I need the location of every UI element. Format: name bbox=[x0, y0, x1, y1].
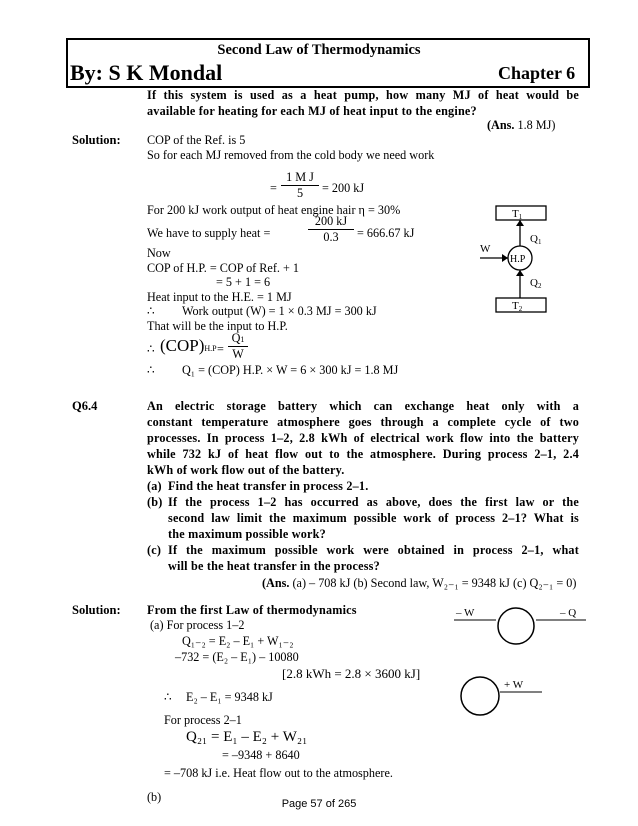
conversion-bracket: [2.8 kWh = 2.8 × 3600 kJ] bbox=[282, 666, 421, 681]
text-line: Work output (W) = 1 × 0.3 MJ = 300 kJ bbox=[182, 304, 377, 318]
therefore-symbol: ∴ bbox=[147, 304, 155, 318]
equation-line: Q₁₋₂ = E₂ – E₁ + W₁₋₂ bbox=[182, 634, 294, 648]
question-line: Find the heat transfer in process 2–1. bbox=[168, 479, 369, 493]
question-line: available for heating for each MJ of heat input to the engine? bbox=[147, 104, 477, 118]
fraction-numerator: 200 kJ bbox=[308, 214, 354, 230]
equation-result: = 666.67 kJ bbox=[357, 226, 415, 240]
equation-line: = –708 kJ i.e. Heat flow out to the atmosphere. bbox=[164, 766, 393, 780]
question-line: If this system is used as a heat pump, how many MJ of heat would be bbox=[147, 88, 579, 102]
subscript: 1 bbox=[240, 335, 245, 344]
equation-line: Q₂₁ = E₁ – E₂ + W₂₁ bbox=[186, 729, 308, 745]
fraction-denominator: W bbox=[232, 347, 244, 361]
arrow-right-icon bbox=[502, 254, 508, 262]
text-line: For 200 kJ work output of heat engine hair η = 30% bbox=[147, 203, 401, 217]
fraction-denominator: 5 bbox=[296, 186, 304, 200]
process-12-diagram bbox=[452, 602, 592, 650]
question-line: If the maximum possible work were obtained in process 2–1, what bbox=[168, 543, 579, 557]
question-line: will be the heat transfer in the process? bbox=[168, 559, 380, 573]
solution-label: Solution: bbox=[72, 133, 121, 147]
equation-result: = 200 kJ bbox=[322, 181, 365, 195]
equation-equals: = bbox=[270, 181, 277, 195]
answer-value: (a) – 708 kJ (b) Second law, W₂₋₁ = 9348 kJ (c) Q₂₋₁ = 0) bbox=[289, 576, 577, 590]
cop-subscript: H.P bbox=[204, 344, 217, 353]
equation-line: E₂ – E₁ = 9348 kJ bbox=[186, 690, 273, 704]
minus-w-label: – W bbox=[456, 607, 475, 619]
part-tag: (b) bbox=[147, 495, 163, 509]
solution-heading: From the first Law of thermodynamics bbox=[147, 603, 357, 617]
text-line: Q₁ = (COP) H.P. × W = 6 × 300 kJ = 1.8 MJ bbox=[182, 363, 399, 377]
part-tag: (b) bbox=[147, 790, 162, 804]
question-line: kWh of work flow out of the battery. bbox=[147, 463, 345, 477]
header-chapter: Chapter 6 bbox=[498, 63, 576, 83]
fraction-numerator bbox=[228, 331, 248, 347]
part-tag: (c) bbox=[147, 543, 162, 557]
q1-label: Q1 bbox=[530, 233, 542, 246]
t2-label: T2 bbox=[512, 300, 523, 313]
fraction-denominator: 0.3 bbox=[323, 230, 339, 244]
fraction-numerator: 1 M J bbox=[281, 170, 319, 186]
header-title: Second Law of Thermodynamics bbox=[217, 42, 421, 58]
w-label: W bbox=[480, 243, 491, 255]
text-line: Heat input to the H.E. = 1 MJ bbox=[147, 290, 292, 304]
system-circle bbox=[498, 608, 534, 644]
fraction bbox=[308, 214, 354, 245]
therefore-symbol: ∴ bbox=[147, 342, 155, 356]
question-line: constant temperature atmosphere goes through a complete cycle of two bbox=[147, 415, 579, 429]
process-21-diagram bbox=[452, 672, 592, 720]
heat-pump-diagram bbox=[476, 204, 560, 316]
fraction bbox=[228, 331, 248, 362]
text-line: (a) For process 1–2 bbox=[150, 618, 245, 632]
question-line: the maximum possible work? bbox=[168, 527, 326, 541]
arrow-up-icon bbox=[516, 220, 524, 226]
answer-value: 1.8 MJ) bbox=[514, 118, 556, 132]
arrow-up-icon bbox=[516, 270, 524, 276]
plus-w-label: + W bbox=[504, 679, 524, 691]
part-tag: (a) bbox=[147, 479, 162, 493]
header-author: By: S K Mondal bbox=[70, 60, 223, 85]
q2-label: Q2 bbox=[530, 277, 542, 290]
text-line: We have to supply heat = bbox=[147, 226, 271, 240]
system-circle bbox=[461, 677, 499, 715]
hp-label: H.P bbox=[510, 254, 526, 265]
question-line: An electric storage battery which can exchange heat only with a bbox=[147, 399, 579, 413]
answer bbox=[487, 118, 555, 133]
question-line: while 732 kJ of heat flow out to the atmosphere. During process 2–1, 2.4 bbox=[147, 447, 579, 461]
text-line: = 5 + 1 = 6 bbox=[216, 275, 271, 289]
equation-line: = –9348 + 8640 bbox=[222, 748, 300, 762]
minus-q-label: – Q bbox=[560, 607, 577, 619]
text-line: That will be the input to H.P. bbox=[147, 319, 288, 333]
question-number: Q6.4 bbox=[72, 399, 98, 413]
paren-expression bbox=[160, 336, 217, 356]
text-line: COP of H.P. = COP of Ref. + 1 bbox=[147, 261, 299, 275]
answer-label: (Ans. bbox=[487, 118, 515, 132]
text-line: Now bbox=[147, 246, 171, 260]
answer bbox=[262, 576, 576, 591]
fraction bbox=[281, 170, 319, 201]
cop-symbol: (COP) bbox=[160, 336, 205, 355]
answer-label: (Ans. bbox=[262, 576, 290, 590]
question-line: second law limit the maximum possible work of process 2–1? What is bbox=[168, 511, 579, 525]
equation-equals: = bbox=[217, 342, 224, 356]
question-line: If the process 1–2 has occurred as above, does the first law or the bbox=[168, 495, 579, 509]
question-line: processes. In process 1–2, 2.8 kWh of electrical work flow into the battery bbox=[147, 431, 579, 445]
text-line: COP of the Ref. is 5 bbox=[147, 133, 246, 147]
equation-line: –732 = (E₂ – E₁) – 10080 bbox=[175, 650, 299, 664]
therefore-symbol: ∴ bbox=[147, 363, 155, 377]
symbol-q: Q bbox=[231, 331, 241, 345]
t1-label: T1 bbox=[512, 208, 523, 221]
page-number: Page 57 of 265 bbox=[281, 798, 357, 810]
solution-label: Solution: bbox=[72, 603, 121, 617]
text-line: For process 2–1 bbox=[164, 713, 242, 727]
therefore-symbol: ∴ bbox=[164, 690, 172, 704]
text-line: So for each MJ removed from the cold body we need work bbox=[147, 148, 435, 162]
